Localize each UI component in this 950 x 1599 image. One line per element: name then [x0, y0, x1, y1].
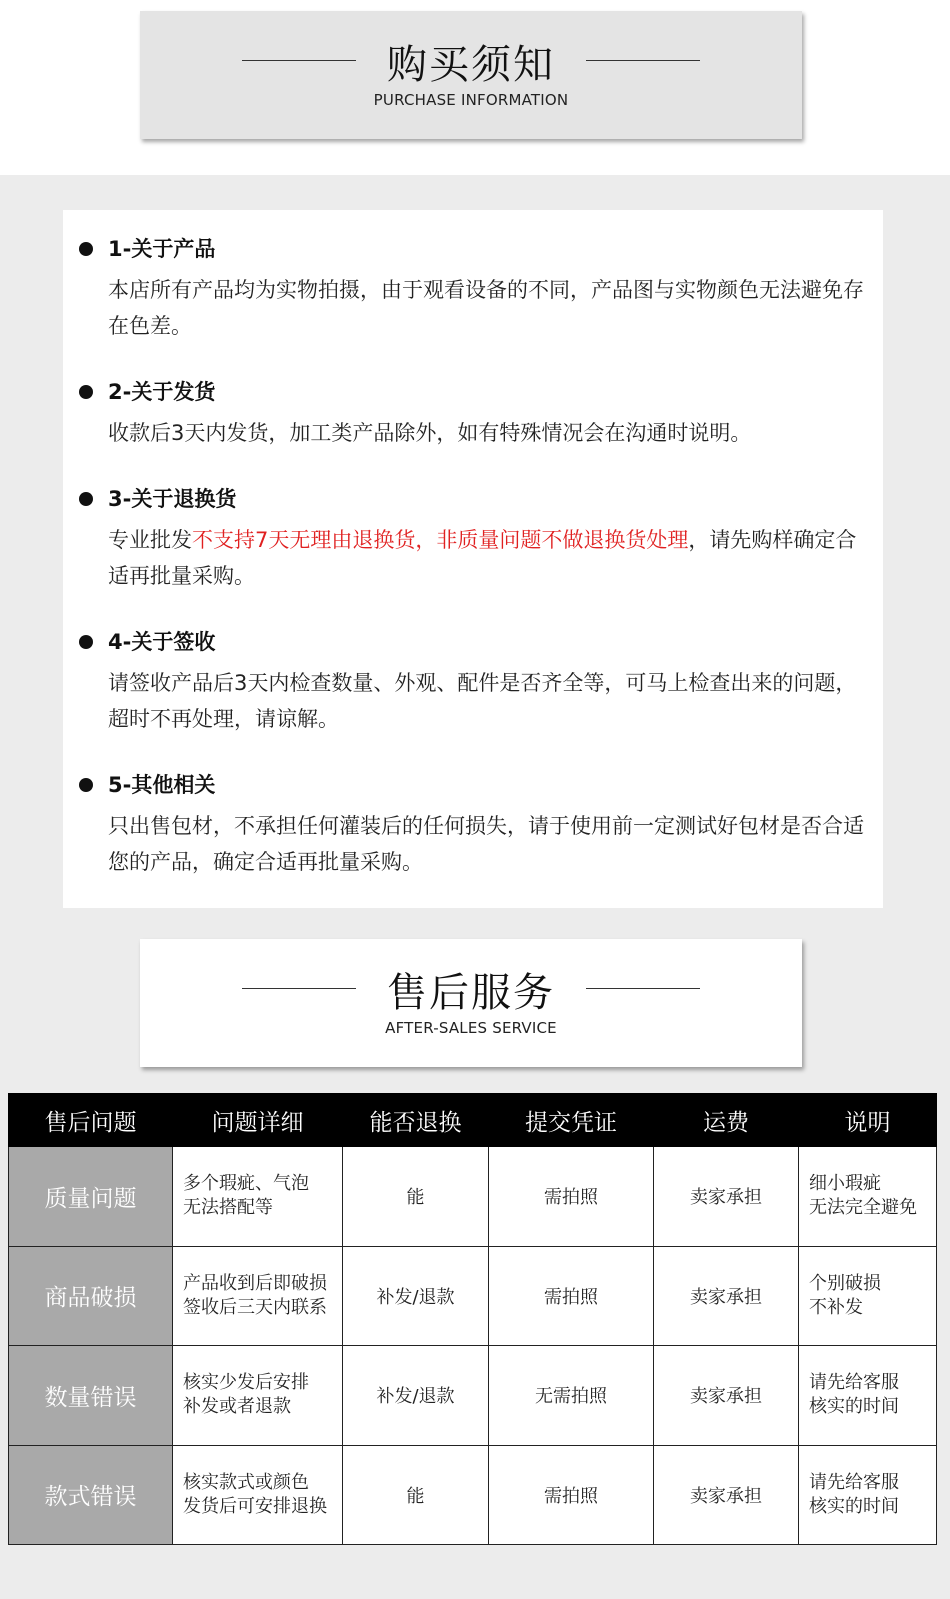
banner-title-en: AFTER-SALES SERVICE — [385, 1019, 557, 1037]
note-cell — [799, 1147, 937, 1247]
detail-line: 发货后可安排退换 — [183, 1495, 327, 1517]
note-line: 核实的时间 — [809, 1396, 899, 1418]
bullet-icon — [79, 778, 93, 792]
detail-line: 补发或者退款 — [183, 1396, 291, 1418]
issue-cell: 数量错误 — [9, 1346, 173, 1446]
notice-text: 收款后3天内发货，加工类产品除外，如有特殊情况会在沟通时说明。 — [108, 421, 752, 445]
notice-heading: 4-关于签收 — [108, 630, 216, 654]
note-line: 请先给客服 — [809, 1372, 899, 1394]
column-header: 运费 — [654, 1094, 799, 1147]
table-row — [9, 1147, 937, 1247]
banner-title-cn: 售后服务 — [387, 970, 555, 1016]
notice-heading: 1-关于产品 — [108, 237, 216, 261]
detail-cell — [173, 1445, 343, 1545]
returnable-cell: 能 — [343, 1445, 489, 1545]
table-row — [9, 1445, 937, 1545]
detail-line: 签收后三天内联系 — [183, 1296, 327, 1318]
returnable-cell: 能 — [343, 1147, 489, 1247]
bullet-icon — [79, 635, 93, 649]
column-header: 能否退换 — [343, 1094, 489, 1147]
notice-text-warning: 不支持7天无理由退换货，非质量问题不做退换货处理 — [192, 528, 689, 552]
table-header-row — [9, 1094, 937, 1147]
returnable-cell: 补发/退款 — [343, 1346, 489, 1446]
proof-cell: 需拍照 — [489, 1147, 654, 1247]
banner-title-cn: 购买须知 — [387, 42, 555, 88]
notice-text-normal: ，请先购样确定合适再批量采购。 — [108, 528, 857, 588]
notice-heading: 5-其他相关 — [108, 773, 216, 797]
notice-panel — [63, 210, 883, 908]
issue-cell: 款式错误 — [9, 1445, 173, 1545]
proof-cell: 需拍照 — [489, 1246, 654, 1346]
after-sales-table — [8, 1093, 937, 1545]
bullet-icon — [79, 492, 93, 506]
returnable-cell: 补发/退款 — [343, 1246, 489, 1346]
note-line: 请先给客服 — [809, 1471, 899, 1493]
detail-line: 多个瑕疵、气泡 — [183, 1173, 309, 1195]
detail-cell — [173, 1246, 343, 1346]
column-header: 售后问题 — [9, 1094, 173, 1147]
shipping-cell: 卖家承担 — [654, 1445, 799, 1545]
issue-cell: 质量问题 — [9, 1147, 173, 1247]
note-cell — [799, 1346, 937, 1446]
detail-line: 核实款式或颜色 — [183, 1471, 309, 1493]
notice-heading: 2-关于发货 — [108, 380, 216, 404]
notice-text: 只出售包材，不承担任何灌装后的任何损失，请于使用前一定测试好包材是否合适您的产品，确定合适再批量采购。 — [108, 814, 864, 874]
proof-cell: 无需拍照 — [489, 1346, 654, 1446]
column-header: 提交凭证 — [489, 1094, 654, 1147]
notice-text-normal: 专业批发 — [108, 528, 192, 552]
note-cell — [799, 1246, 937, 1346]
shipping-cell: 卖家承担 — [654, 1346, 799, 1446]
table-row — [9, 1346, 937, 1446]
detail-line: 核实少发后安排 — [183, 1372, 309, 1394]
note-line: 个别破损 — [809, 1272, 881, 1294]
after-sales-banner — [140, 939, 802, 1067]
note-cell — [799, 1445, 937, 1545]
notice-text: 本店所有产品均为实物拍摄，由于观看设备的不同，产品图与实物颜色无法避免存在色差。 — [108, 278, 864, 338]
note-line: 细小瑕疵 — [809, 1173, 881, 1195]
shipping-cell: 卖家承担 — [654, 1246, 799, 1346]
detail-cell — [173, 1147, 343, 1247]
note-line: 核实的时间 — [809, 1495, 899, 1517]
banner-title-en: PURCHASE INFORMATION — [373, 91, 569, 109]
notice-text — [108, 522, 868, 594]
note-line: 无法完全避免 — [809, 1197, 917, 1219]
column-header: 说明 — [799, 1094, 937, 1147]
detail-line: 产品收到后即破损 — [183, 1272, 327, 1294]
notice-text: 请签收产品后3天内检查数量、外观、配件是否齐全等，可马上检查出来的问题，超时不再处理，请谅解。 — [108, 671, 857, 731]
note-line: 不补发 — [809, 1296, 863, 1318]
detail-line: 无法搭配等 — [183, 1197, 273, 1219]
bullet-icon — [79, 385, 93, 399]
purchase-info-banner — [140, 11, 802, 139]
bullet-icon — [79, 242, 93, 256]
column-header: 问题详细 — [173, 1094, 343, 1147]
table-row — [9, 1246, 937, 1346]
proof-cell: 需拍照 — [489, 1445, 654, 1545]
shipping-cell: 卖家承担 — [654, 1147, 799, 1247]
issue-cell: 商品破损 — [9, 1246, 173, 1346]
notice-heading: 3-关于退换货 — [108, 487, 237, 511]
detail-cell — [173, 1346, 343, 1446]
